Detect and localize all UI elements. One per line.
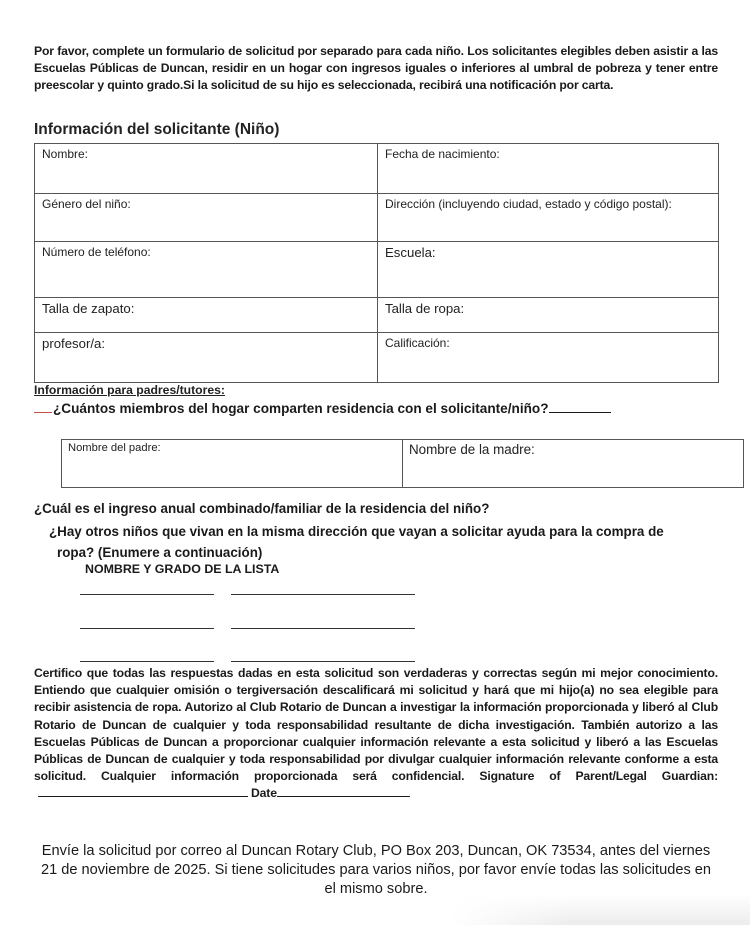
signature-line[interactable]: [38, 796, 248, 797]
table-row: [35, 298, 719, 333]
father-name-field[interactable]: [62, 440, 403, 488]
shoe-size-label: Talla de zapato:: [42, 301, 135, 316]
household-count-blank[interactable]: [549, 412, 611, 413]
father-name-label: Nombre del padre:: [68, 442, 161, 454]
household-question-text: ¿Cuántos miembros del hogar comparten residencia con el solicitante/niño?: [53, 401, 549, 416]
phone-label: Número de teléfono:: [42, 245, 151, 259]
teacher-field[interactable]: [35, 333, 378, 383]
mother-name-field[interactable]: [403, 440, 744, 488]
sibling-list-header: NOMBRE Y GRADO DE LA LISTA: [85, 562, 280, 576]
birth-date-field[interactable]: [378, 144, 719, 194]
household-count-blank-pre[interactable]: [34, 412, 52, 413]
siblings-question: [49, 521, 699, 563]
grade-field[interactable]: [378, 333, 719, 383]
sibling-3-grade-line[interactable]: [231, 661, 415, 662]
sibling-1-name-line[interactable]: [80, 594, 214, 595]
sibling-2-name-line[interactable]: [80, 628, 214, 629]
clothing-size-field[interactable]: [378, 298, 719, 333]
sibling-3-name-line[interactable]: [80, 661, 214, 662]
phone-field[interactable]: [35, 242, 378, 298]
siblings-question-line2: ropa? (Enumere a continuación): [57, 545, 263, 560]
certification-text: Certifico que todas las respuestas dadas en esta solicitud son verdaderas y correctas según mi mejor conocimiento. Entiendo que cualquier omisión o tergiversación descalificará mi solicitud y hará que mi hijo(a) no sea elegible para recibir asistencia de ropa. Autorizo al Club Rotario de Duncan a investigar la información proporcionada y liberó al Club Rotario de Duncan de cualquier y toda responsabilidad resultante de dicha investigación. También autorizo a las Escuelas Públicas de Duncan a proporcionar cualquier información relevante a esta solicitud y liberó a las Escuelas Públicas de Duncan de cualquier y toda responsabilidad por divulgar cualquier información relevante conforme a esta solicitud. Cualquier información proporcionada será confidencial.: [34, 666, 718, 784]
address-field[interactable]: [378, 194, 719, 242]
shoe-size-field[interactable]: [35, 298, 378, 333]
table-row: [35, 144, 719, 194]
sibling-2-grade-line[interactable]: [231, 628, 415, 629]
certification-statement: [34, 665, 718, 803]
mailing-instructions: Envíe la solicitud por correo al Duncan Rotary Club, PO Box 203, Duncan, OK 73534, antes del viernes 21 de noviembre de 2025. Si tiene solicitudes para varios niños, por favor envíe todas las solicitudes en el mismo sobre.: [40, 843, 712, 897]
school-field[interactable]: [378, 242, 719, 298]
child-gender-label: Género del niño:: [42, 197, 131, 211]
address-label: Dirección (incluyendo ciudad, estado y código postal):: [385, 197, 672, 211]
table-row: [35, 194, 719, 242]
mother-name-label: Nombre de la madre:: [409, 442, 535, 457]
intro-instructions: Por favor, complete un formulario de solicitud por separado para cada niño. Los solicitantes elegibles deben asistir a las Escuelas Públicas de Duncan, residir en un hogar con ingresos iguales o inferiores al umbral de pobreza y tener entre preescolar y quinto grado.Si la solicitud de su hijo es seleccionada, recibirá una notificación por carta.: [34, 44, 718, 93]
table-row: [35, 242, 719, 298]
child-name-field[interactable]: [35, 144, 378, 194]
parent-section-label: Información para padres/tutores:: [34, 383, 225, 397]
birth-date-label: Fecha de nacimiento:: [385, 147, 500, 161]
grade-label: Calificación:: [385, 336, 450, 350]
household-members-question: [34, 401, 611, 416]
child-section-title: Información del solicitante (Niño): [34, 121, 280, 138]
date-label: Date: [251, 786, 277, 801]
signature-label: Signature of Parent/Legal Guardian:: [479, 769, 719, 784]
school-label: Escuela:: [385, 245, 436, 260]
income-question: ¿Cuál es el ingreso anual combinado/familiar de la residencia del niño?: [34, 501, 490, 516]
parent-names-table: [61, 439, 744, 488]
sibling-1-grade-line[interactable]: [231, 594, 415, 595]
clothing-size-label: Talla de ropa:: [385, 301, 465, 316]
table-row: [62, 440, 744, 488]
child-name-label: Nombre:: [42, 147, 89, 161]
page-corner-shadow: [450, 895, 750, 925]
siblings-question-line1: ¿Hay otros niños que vivan en la misma dirección que vayan a solicitar ayuda para la compra de: [49, 524, 664, 539]
teacher-label: profesor/a:: [42, 336, 106, 351]
table-row: [35, 333, 719, 383]
date-line[interactable]: [277, 796, 410, 797]
child-info-table: [34, 143, 719, 383]
child-gender-field[interactable]: [35, 194, 378, 242]
